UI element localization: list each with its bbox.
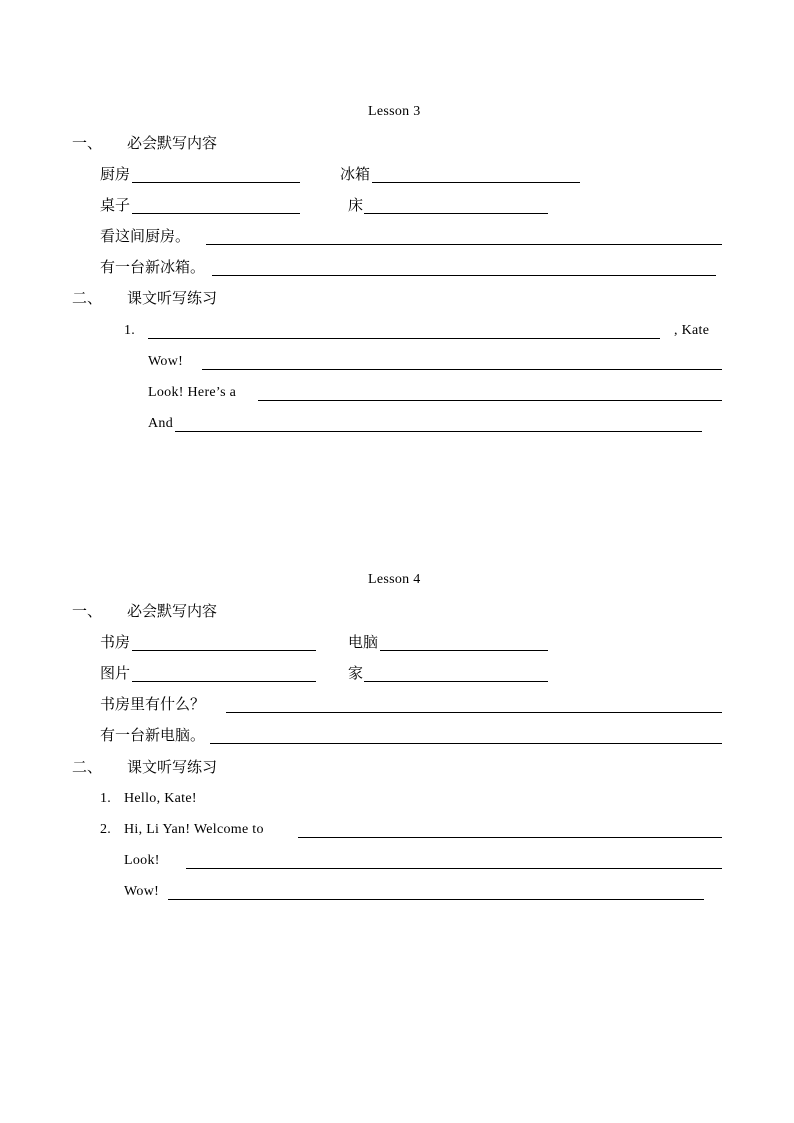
lesson4-item2-line1-blank[interactable] [298, 837, 722, 838]
lesson4-section1-number: 一、 [72, 602, 103, 620]
lesson4-sentence-1: 书房里有什么？ [100, 695, 206, 713]
lesson4-word-study-blank[interactable] [132, 650, 316, 651]
lesson4-section1-heading: 必会默写内容 [127, 602, 218, 620]
lesson4-word-computer: 电脑 [348, 633, 379, 651]
lesson3-sentence-1: 看这间厨房。 [100, 227, 191, 245]
lesson3-item1-line4: And [148, 416, 174, 431]
lesson3-item1-line2-blank[interactable] [202, 369, 722, 370]
lesson3-word-desk-blank[interactable] [132, 213, 300, 214]
lesson4-item2-text: Hi, Li Yan! Welcome to [124, 822, 264, 837]
lesson4-item2-line4-blank[interactable] [168, 899, 704, 900]
lesson3-item1-line3: Look! Here’s a [148, 385, 237, 400]
lesson3-word-kitchen-blank[interactable] [132, 182, 300, 183]
lesson3-word-bed: 床 [348, 196, 364, 214]
lesson3-section1-heading: 必会默写内容 [127, 134, 218, 152]
lesson4-item2-number: 2. [100, 822, 112, 837]
lesson3-sentence-1-blank[interactable] [206, 244, 722, 245]
lesson3-item1-line3-blank[interactable] [258, 400, 722, 401]
lesson3-item1-line1-end: , Kate [674, 323, 710, 338]
lesson3-item1-line4-blank[interactable] [175, 431, 702, 432]
lesson4-item2-line3: Look! [124, 853, 160, 868]
lesson3-section2-number: 二、 [72, 289, 103, 307]
lesson3-title: Lesson 3 [368, 104, 421, 119]
lesson4-section2-heading: 课文听写练习 [127, 758, 218, 776]
lesson4-sentence-2: 有一台新电脑。 [100, 726, 206, 744]
lesson4-section2-number: 二、 [72, 758, 103, 776]
lesson3-item1-line2: Wow! [148, 354, 184, 369]
lesson3-word-bed-blank[interactable] [364, 213, 548, 214]
lesson3-sentence-2: 有一台新冰箱。 [100, 258, 206, 276]
lesson4-word-picture: 图片 [100, 664, 131, 682]
lesson4-title: Lesson 4 [368, 572, 421, 587]
lesson4-word-home: 家 [348, 664, 364, 682]
lesson4-item2-line3-blank[interactable] [186, 868, 722, 869]
lesson4-sentence-2-blank[interactable] [210, 743, 722, 744]
lesson4-item2-line4: Wow! [124, 884, 160, 899]
lesson3-item1-line1-blank[interactable] [148, 338, 660, 339]
lesson4-word-picture-blank[interactable] [132, 681, 316, 682]
lesson4-item1-number: 1. [100, 791, 112, 806]
lesson3-word-fridge-blank[interactable] [372, 182, 580, 183]
lesson4-word-study: 书房 [100, 633, 131, 651]
lesson4-item1-text: Hello, Kate! [124, 791, 197, 806]
lesson3-item1-number: 1. [124, 323, 136, 338]
lesson4-word-home-blank[interactable] [364, 681, 548, 682]
lesson3-section1-number: 一、 [72, 134, 103, 152]
lesson3-word-kitchen: 厨房 [100, 165, 131, 183]
lesson3-word-desk: 桌子 [100, 196, 131, 214]
lesson4-sentence-1-blank[interactable] [226, 712, 722, 713]
lesson3-section2-heading: 课文听写练习 [127, 289, 218, 307]
lesson4-word-computer-blank[interactable] [380, 650, 548, 651]
lesson3-word-fridge: 冰箱 [340, 165, 371, 183]
lesson3-sentence-2-blank[interactable] [212, 275, 716, 276]
